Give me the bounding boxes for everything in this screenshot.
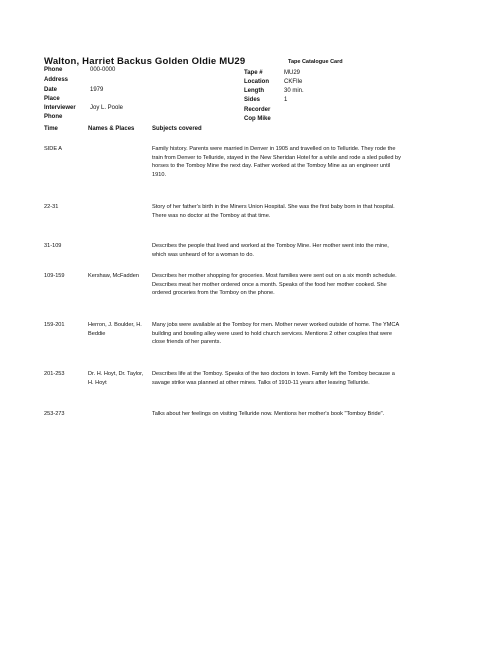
field-place (44, 96, 90, 105)
field-value: Joy L. Poole (90, 105, 124, 111)
field-label: Length (244, 88, 264, 94)
entry-names: Herron, J. Boulder, H. Beddie (88, 322, 142, 337)
entry-subject: Family history. Parents were married in Denver in 1905 and travelled on to Telluride. They rode the train from Denver to Telluride, stayed in the New Sheridan Hotel for a while and rode a sled pulled by horses to the Tomboy Mine the next day. Father worked at the Tomboy Mine as an engineer until 1910. (152, 146, 401, 178)
field-cop-mike (244, 116, 284, 125)
field-value: 000-0000 (90, 67, 116, 73)
entry-subject: Describes life at the Tomboy. Speaks of the two doctors in town. Family left the Tomboy because a savage strike was planned at other mines. Talks of 1910-11 years after leaving Telluride. (152, 371, 395, 386)
field-value: 1979 (90, 87, 104, 93)
field-length (244, 88, 304, 97)
field-label: Interviewer (44, 105, 76, 111)
card-title: Walton, Harriet Backus Golden Oldie MU29 (44, 56, 246, 67)
entry-subject: Many jobs were available at the Tomboy for men. Mother never worked outside of home. The YMCA building and bowling alley were used to hold church services. Mentions 2 other couples that were close friends of her parents. (152, 322, 399, 346)
entry-time: 159-201 (44, 322, 65, 328)
field-label: Tape # (244, 70, 263, 76)
tape-catalogue-label: Tape Catalogue Card (288, 59, 343, 65)
entry-subject: Talks about her feelings on visiting Telluride now. Mentions her mother's book "Tomboy Bride". (152, 411, 385, 417)
entry-subject: Describes the people that lived and worked at the Tomboy Mine. Her mother went into the mine, which was unheard of for a woman to do. (152, 243, 389, 258)
entry-names: Kershaw, McFadden (88, 273, 139, 279)
field-label: Place (44, 96, 60, 102)
field-value: MU29 (284, 70, 301, 76)
field-phone (44, 67, 115, 76)
field-label: Phone (44, 114, 63, 120)
field-label: Cop Mike (244, 116, 271, 122)
field-value: 30 min. (284, 88, 304, 94)
field-label: Location (244, 79, 269, 85)
field-label: Recorder (244, 107, 271, 113)
entry-time: 31-109 (44, 243, 62, 249)
field-label: Phone (44, 67, 63, 73)
entry-time: 109-159 (44, 273, 65, 279)
field-date (44, 87, 103, 96)
field-location (244, 79, 302, 88)
field-interviewer (44, 105, 123, 114)
column-header-names: Names & Places (88, 126, 135, 132)
field-label: Date (44, 87, 58, 93)
field-label: Sides (244, 97, 261, 103)
field-label: Address (44, 77, 69, 83)
field-sides (244, 97, 287, 106)
field-address (44, 77, 90, 86)
entry-time: SIDE A (44, 146, 63, 152)
column-header-subjects: Subjects covered (152, 126, 202, 132)
entry-time: 22-31 (44, 204, 59, 210)
entry-time: 253-273 (44, 411, 65, 417)
entry-subject: Story of her father's birth in the Miners Union Hospital. She was the first baby born in that hospital. There was no doctor at the Tomboy at that time. (152, 204, 395, 219)
field-value: CKFIle (284, 79, 303, 85)
field-value: 1 (284, 97, 288, 103)
field-interviewer-phone (44, 114, 90, 123)
field-recorder (244, 107, 284, 116)
entry-names: Dr. H. Hoyt, Dr. Taylor, H. Hoyt (88, 371, 144, 386)
entry-subject: Describes her mother shopping for groceries. Most families were sent out on a six month schedule. Describes meat her mother ordered once a month. Speaks of the food her mother cooked. She ordered groceries from the Tomboy on the phone. (152, 273, 397, 297)
column-header-time: Time (44, 126, 58, 132)
field-tape-number (244, 70, 300, 79)
entry-time: 201-253 (44, 371, 65, 377)
